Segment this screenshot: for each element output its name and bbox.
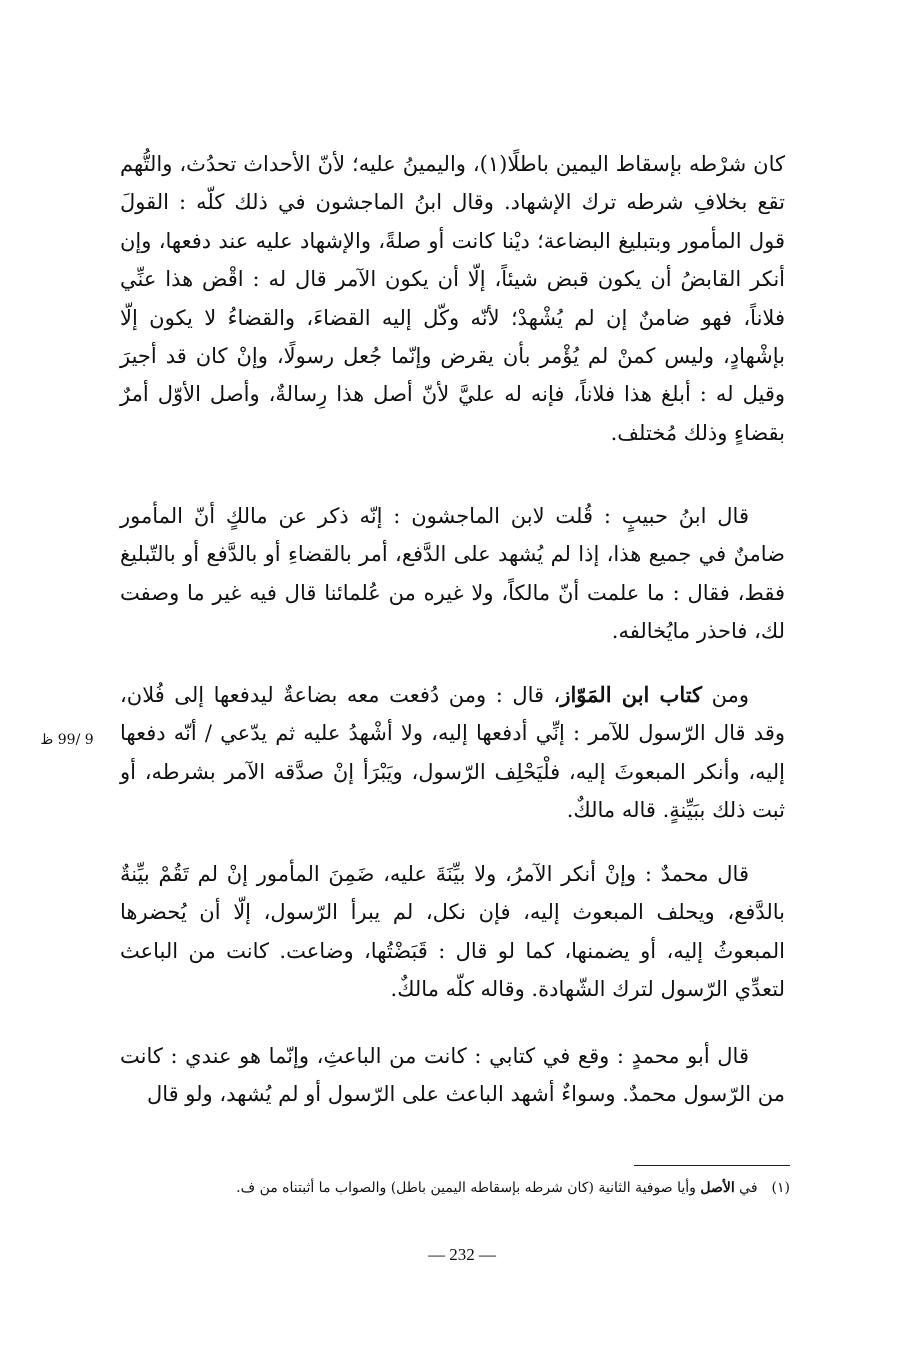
footnote-bold-term: الأصل: [700, 1180, 735, 1196]
paragraph-2-text: قال ابنُ حبيبٍ : قُلت لابن الماجشون : إنّه ذكر عن مالكٍ أنّ المأمور ضامنٌ في جميع هذا، إذا لم يُشهد على الدَّفع، أمر بالقضاءِ أو بالدَّفع أو بالتّبليغ فقط، فقال : ما علمت أنّ مالكاً، ولا غيره من عُلمائنا قال فيه غير ما وصفت لك، فاحذر مايُخالفه.: [120, 504, 785, 644]
book-title-ibn-al-mawwaz: كتاب ابن المَوّاز: [560, 682, 703, 707]
page-number: — 232 —: [428, 1245, 496, 1264]
footnote: [130, 1176, 790, 1200]
paragraph-5: [120, 1037, 785, 1114]
paragraph-4-text: قال محمدٌ : وإنْ أنكر الآمرُ، ولا بيِّنَةَ عليه، ضَمِنَ المأمور إنْ لم تَقُمْ بيِّنةٌ بالدَّفع، ويحلف المبعوث إليه، فإن نكل، لم يبرأ الرّسول، إلّا أن يُحضرها المبعوثُ إليه، أو يضمنها، كما لو قال : قَبَضْتُها، وضاعت. كانت من الباعث لتعدِّي الرّسول لترك الشّهادة. وقاله كلّه مالكٌ.: [120, 862, 785, 1002]
paragraph-4: [120, 855, 785, 1009]
paragraph-3-lead: ومن: [702, 683, 749, 707]
paragraph-5-text: قال أبو محمدٍ : وقع في كتابي : كانت من الباعثِ، وإنّما هو عندي : كانت من الرّسول محمدٌ. وسواءٌ أشهد الباعث على الرّسول أو لم يُشهد، ولو قال: [120, 1044, 785, 1107]
paragraph-1: [120, 145, 785, 452]
paragraph-2: [120, 497, 785, 651]
footnote-lead: في: [734, 1180, 758, 1196]
footnote-text: وأيا صوفية الثانية (كان شرطه بإسقاطه اليمين باطل) والصواب ما أثبتناه من ف.: [236, 1180, 701, 1196]
paragraph-3: [120, 676, 785, 830]
paragraph-3-rest: ، قال : ومن دُفعت معه بضاعةٌ ليدفعها إلى فُلان، وقد قال الرّسول للآمر : إنِّي أدفعها إليه، ولا أشْهدُ عليه ثم يدّعي / أنّه دفعها إليه، وأنكر المبعوثَ إليه، فلْيَحْلِف الرّسول، ويَبْرَأ إنْ صدَّقه الآمر بشرطه، أو ثبت ذلك ببَيِّنةٍ. قاله مالكٌ.: [120, 683, 785, 823]
paragraph-3-text: [120, 676, 785, 830]
footnote-separator: [634, 1165, 790, 1166]
footnote-number: (١): [771, 1180, 790, 1196]
manuscript-folio-reference: 9 /99 ظ: [40, 732, 94, 748]
paragraph-1-text: كان شرْطه بإسقاط اليمين باطلًا(١)، واليمينُ عليه؛ لأنّ الأحداث تحدُث، والتُّهم تقع بخلافِ شرطه ترك الإشهاد. وقال ابنُ الماجشون في ذلك كلّه : القولَ قول المأمور وبتبليغ البضاعة؛ ديْنا كانت أو صلةً، والإشهاد عليه عند دفعها، وإن أنكر القابضُ أن يكون قبض شيئاً، إلّا أن يكون الآمر قال له : اقْض هذا عنِّي فلاناً، فهو ضامنٌ إن لم يُشْهدْ؛ لأنّه وكّل إليه القضاءَ، والقضاءُ لا يكون إلّا بإشْهادٍ، وليس كمنْ لم يُؤْمر بأن يقرض وإنّما جُعل رسولًا، وإنْ كان قد أجيرَ وقيل له : أبلغ هذا فلاناً، فإنه له عليَّ لأنّ أصل هذا رِسالةٌ، وأصل الأوّل أمرٌ بقضاءٍ وذلك مُختلف.: [120, 152, 786, 445]
